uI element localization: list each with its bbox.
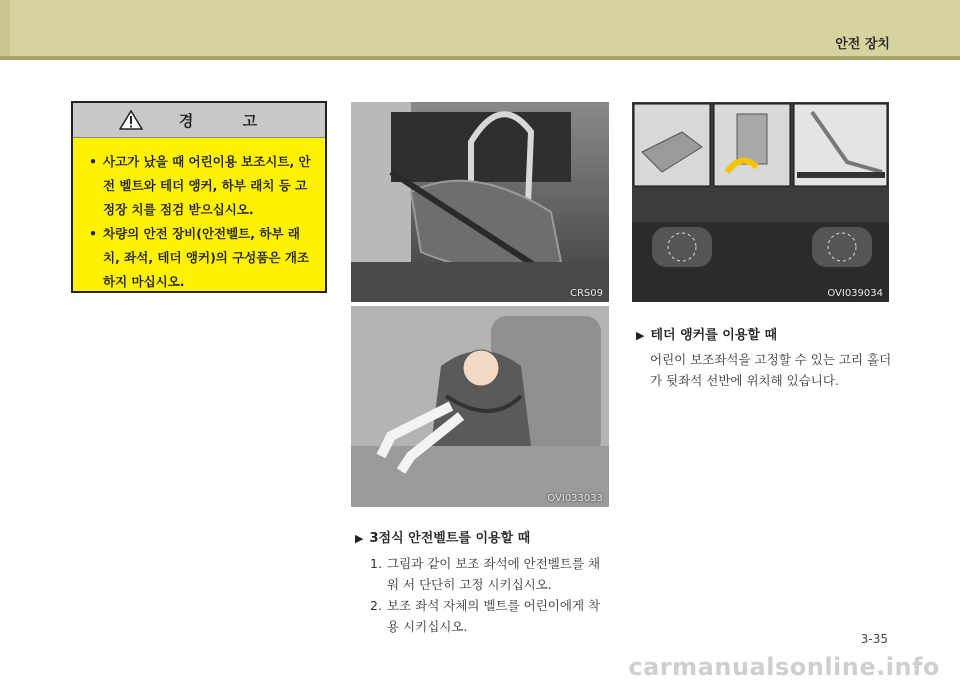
- heading-tether-anchor: [636, 324, 777, 343]
- warning-title: 경 고: [178, 111, 280, 130]
- triangle-bullet-icon: ▶: [636, 329, 645, 342]
- section-title: 안전 장치: [835, 37, 890, 52]
- warning-item: • 사고가 났을 때 어린이용 보조시트, 안전 벨트와 테더 앵커, 하부 래치 등 고정장 치를 점검 받으십시오.: [89, 150, 315, 222]
- photo-code: CRS09: [569, 288, 603, 299]
- photo-child-seat-belt: [351, 102, 609, 302]
- step-number: 2.: [370, 598, 382, 613]
- step-number: 1.: [370, 556, 382, 571]
- header-left-tab: [0, 0, 10, 56]
- tether-anchor-illustration: [632, 102, 889, 302]
- warning-list: [73, 138, 325, 294]
- tether-anchor-body: 어린이 보조좌석을 고정할 수 있는 고리 홀더가 뒷좌석 선반에 위치해 있습니다.: [650, 352, 892, 388]
- header-band: [0, 0, 960, 56]
- booster-seat-illustration: [351, 306, 609, 507]
- warning-triangle-icon: [119, 110, 143, 130]
- photo-tether-anchor: [632, 102, 889, 302]
- child-seat-illustration: [351, 102, 609, 302]
- steps-3point-belt: [370, 553, 612, 637]
- triangle-bullet-icon: ▶: [355, 532, 364, 545]
- warning-box: [71, 101, 327, 293]
- step-item: [370, 595, 612, 637]
- heading-3point-belt: [355, 527, 530, 546]
- warning-item: • 차량의 안전 장비(안전벨트, 하부 래치, 좌석, 테더 앵커)의 구성품은 개조하지 마십시오.: [89, 222, 315, 294]
- watermark: carmanualsonline.info: [628, 653, 940, 681]
- step-text: 그림과 같이 보조 좌석에 안전벨트를 채워 서 단단히 고정 시키십시오.: [387, 556, 601, 592]
- heading-text: 3점식 안전벨트를 이용할 때: [369, 531, 531, 546]
- photo-code: OVI033033: [547, 493, 603, 504]
- header-line: [0, 56, 960, 60]
- photo-child-booster-seat: [351, 306, 609, 507]
- step-text: 보조 좌석 자체의 벨트를 어린이에게 착용 시키십시오.: [387, 598, 601, 634]
- heading-text: 테더 앵커를 이용할 때: [650, 328, 778, 343]
- warning-header: [73, 103, 325, 138]
- step-item: [370, 553, 612, 595]
- photo-code: OVI039034: [827, 288, 883, 299]
- page-number: 3-35: [860, 632, 888, 646]
